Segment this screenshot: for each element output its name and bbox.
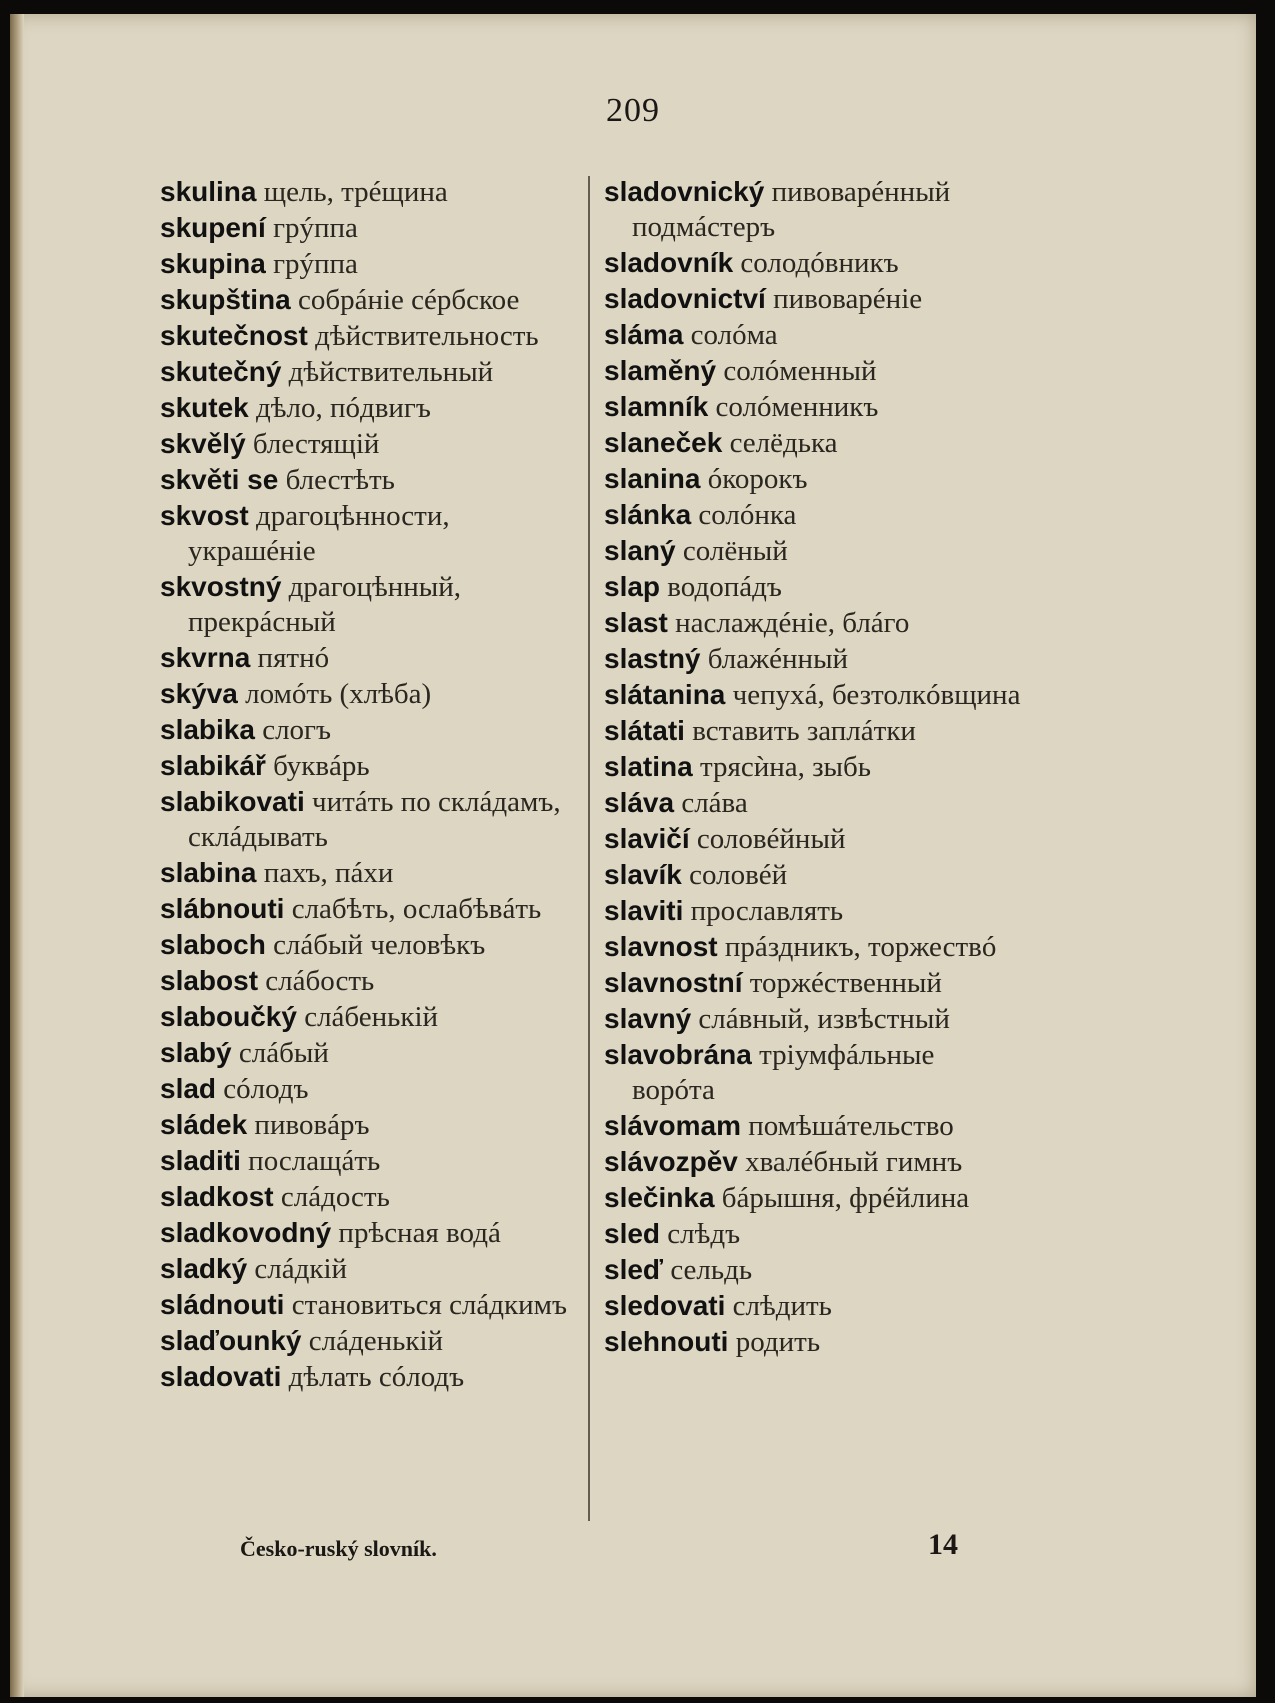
entry-headword: slaný [604, 535, 676, 566]
entry-translation: солодóвникъ [740, 247, 899, 279]
entry-headword: slaviti [604, 895, 684, 926]
dictionary-entry [160, 640, 580, 676]
entry-translation: драгоцѣнный, прекрáсный [188, 571, 462, 638]
entry-headword: slátati [604, 715, 685, 746]
entry-headword: slečinka [604, 1182, 715, 1213]
entry-headword: slast [604, 607, 668, 638]
entry-translation: прѣсная водá [338, 1217, 501, 1249]
dictionary-entry [160, 855, 580, 891]
entry-headword: skulina [160, 176, 257, 207]
entry-translation: блестѣть [285, 464, 395, 496]
entry-translation: соловéйный [696, 823, 846, 855]
dictionary-entry [160, 390, 580, 426]
entry-translation: блажéнный [707, 643, 849, 675]
entry-headword: sláva [604, 787, 675, 818]
dictionary-entry [160, 712, 580, 748]
entry-headword: sládnouti [160, 1289, 285, 1320]
entry-headword: sleď [604, 1254, 664, 1285]
dictionary-entry [160, 462, 580, 498]
entry-headword: slabina [160, 857, 257, 888]
dictionary-entry [160, 498, 580, 569]
dictionary-entry [604, 1108, 1024, 1144]
entry-translation: водопáдъ [667, 571, 782, 603]
entry-translation: торжéственный [749, 967, 942, 999]
dictionary-entry [604, 1180, 1024, 1216]
dictionary-entry [160, 569, 580, 640]
dictionary-entry [604, 641, 1024, 677]
entry-headword: skvrna [160, 642, 251, 673]
entry-translation: грýппа [273, 248, 358, 280]
entry-translation: слабѣть, ослабѣвáть [291, 893, 542, 925]
entry-headword: slábnouti [160, 893, 285, 924]
entry-headword: skupení [160, 212, 266, 243]
entry-headword: sladovník [604, 247, 734, 278]
dictionary-entry [160, 1143, 580, 1179]
entry-translation: слѣдъ [667, 1218, 741, 1250]
entry-translation: родить [735, 1326, 821, 1358]
entry-translation: буквáрь [273, 750, 370, 782]
dictionary-entry [160, 676, 580, 712]
entry-headword: slabost [160, 965, 259, 996]
entry-headword: slaboučký [160, 1001, 297, 1032]
entry-translation: грýппа [273, 212, 358, 244]
entry-translation: дѣло, пóдвигъ [255, 392, 431, 424]
entry-headword: sladovati [160, 1361, 282, 1392]
entry-translation: селёдька [729, 427, 838, 459]
signature-mark: 14 [928, 1528, 958, 1561]
entry-headword: sláma [604, 319, 684, 350]
entry-translation: слáдость [280, 1181, 390, 1213]
entry-headword: slátanina [604, 679, 726, 710]
dictionary-entry [160, 174, 580, 210]
entry-translation: вставить заплáтки [692, 715, 916, 747]
entry-headword: sladkost [160, 1181, 274, 1212]
entry-headword: slastný [604, 643, 701, 674]
entry-translation: дѣйствительный [288, 356, 494, 388]
entry-headword: slabikář [160, 750, 266, 781]
column-divider [588, 176, 590, 1521]
dictionary-entry [160, 927, 580, 963]
dictionary-entry [160, 784, 580, 855]
dictionary-page [10, 14, 1256, 1697]
entry-headword: skupština [160, 284, 291, 315]
entry-translation: блестящій [252, 428, 380, 460]
entry-headword: slánka [604, 499, 692, 530]
entry-translation: трясѝна, зыбь [699, 751, 872, 783]
entry-headword: slavnostní [604, 967, 743, 998]
entry-translation: драгоцѣнности, украшéніе [188, 500, 450, 567]
dictionary-entry [604, 929, 1024, 965]
dictionary-entry [604, 785, 1024, 821]
entry-translation: щель, трéщина [263, 176, 448, 208]
entry-headword: slatina [604, 751, 693, 782]
entry-translation: ломóть (хлѣба) [245, 678, 432, 710]
dictionary-entry [604, 893, 1024, 929]
entry-headword: skvostný [160, 571, 282, 602]
dictionary-entry [604, 821, 1024, 857]
entry-headword: sladkovodný [160, 1217, 332, 1248]
entry-translation: слáбый человѣкъ [273, 929, 486, 961]
entry-translation: прославлять [690, 895, 844, 927]
entry-translation: тріумфáльные ворóта [632, 1039, 935, 1106]
entry-translation: собрáніе сéрбское [297, 284, 520, 316]
footer-title: Česko-ruský slovník. [240, 1536, 437, 1561]
entry-headword: slavnost [604, 931, 718, 962]
page-spine-shadow [10, 14, 24, 1697]
entry-headword: skupina [160, 248, 266, 279]
entry-headword: skvěti se [160, 464, 279, 495]
entry-translation: помѣшáтельство [748, 1110, 954, 1142]
entry-headword: skvělý [160, 428, 246, 459]
entry-translation: чепухá, безтолкóвщина [732, 679, 1021, 711]
entry-headword: sládek [160, 1109, 248, 1140]
entry-headword: sladovnictví [604, 283, 766, 314]
entry-headword: slaboch [160, 929, 266, 960]
entry-headword: slaměný [604, 355, 717, 386]
dictionary-entry [604, 1252, 1024, 1288]
dictionary-entry [160, 1071, 580, 1107]
entry-headword: skutečný [160, 356, 282, 387]
entry-headword: sladký [160, 1253, 248, 1284]
entry-translation: прáздникъ, торжествó [724, 931, 997, 963]
entry-translation: солóменникъ [715, 391, 879, 423]
entry-headword: slad [160, 1073, 217, 1104]
dictionary-entry [160, 1035, 580, 1071]
entry-translation: солёный [682, 535, 788, 567]
entry-headword: sled [604, 1218, 661, 1249]
dictionary-entry [604, 461, 1024, 497]
entry-translation: сельдь [670, 1254, 753, 1286]
dictionary-entry [604, 425, 1024, 461]
entry-headword: skvost [160, 500, 249, 531]
dictionary-entry [160, 1215, 580, 1251]
entry-translation: слáдкій [254, 1253, 348, 1285]
entry-translation: слáбенькій [304, 1001, 439, 1033]
dictionary-entry [604, 1001, 1024, 1037]
dictionary-entry [604, 1216, 1024, 1252]
entry-translation: послащáть [248, 1145, 381, 1177]
dictionary-entry [604, 353, 1024, 389]
entry-translation: слáва [681, 787, 748, 819]
dictionary-entry [160, 210, 580, 246]
dictionary-entry [604, 965, 1024, 1001]
entry-translation: хвалéбный гимнъ [745, 1146, 963, 1178]
dictionary-entry [604, 677, 1024, 713]
entry-headword: skutek [160, 392, 249, 423]
entry-translation: читáть по склáдамъ, склáдывать [188, 786, 561, 853]
entry-headword: slavičí [604, 823, 690, 854]
dictionary-entry [604, 1037, 1024, 1108]
entry-translation: óкорокъ [707, 463, 808, 495]
dictionary-entry [160, 1287, 580, 1323]
right-column [604, 174, 1024, 1360]
entry-translation: пахъ, пáхи [263, 857, 394, 889]
entry-headword: slabý [160, 1037, 232, 1068]
dictionary-entry [160, 318, 580, 354]
entry-translation: пивовáръ [254, 1109, 370, 1141]
entry-headword: slap [604, 571, 661, 602]
entry-translation: дѣлать сóлодъ [288, 1361, 465, 1393]
entry-translation: сóлодъ [223, 1073, 309, 1105]
dictionary-entry [604, 1288, 1024, 1324]
page-number: 209 [606, 92, 660, 129]
dictionary-entry [604, 749, 1024, 785]
entry-headword: sledovati [604, 1290, 726, 1321]
entry-translation: слáвный, извѣстный [698, 1003, 950, 1035]
dictionary-entry [604, 497, 1024, 533]
entry-headword: skýva [160, 678, 238, 709]
entry-translation: слѣдить [732, 1290, 832, 1322]
entry-headword: slaneček [604, 427, 723, 458]
entry-headword: slabikovati [160, 786, 305, 817]
entry-headword: slehnouti [604, 1326, 729, 1357]
dictionary-entry [160, 1359, 580, 1395]
entry-translation: становиться слáдкимъ [291, 1289, 567, 1321]
entry-translation: бáрышня, фрéйлина [721, 1182, 970, 1214]
dictionary-entry [604, 569, 1024, 605]
dictionary-entry [604, 1324, 1024, 1360]
entry-translation: слогъ [262, 714, 331, 746]
dictionary-entry [604, 174, 1024, 245]
dictionary-entry [604, 533, 1024, 569]
entry-headword: slamník [604, 391, 709, 422]
entry-headword: slabika [160, 714, 255, 745]
entry-translation: пивоварéніе [773, 283, 923, 315]
entry-translation: пивоварéнный подмáстеръ [632, 176, 951, 243]
dictionary-entry [160, 282, 580, 318]
entry-translation: солóменный [723, 355, 877, 387]
entry-headword: slávomam [604, 1110, 741, 1141]
entry-translation: пятнó [257, 642, 330, 674]
dictionary-entry [604, 389, 1024, 425]
dictionary-entry [160, 1107, 580, 1143]
entry-headword: slavobrána [604, 1039, 752, 1070]
entry-translation: слáденькій [308, 1325, 444, 1357]
dictionary-entry [160, 891, 580, 927]
entry-headword: slavík [604, 859, 682, 890]
entry-headword: skutečnost [160, 320, 308, 351]
dictionary-entry [604, 605, 1024, 641]
entry-translation: наслаждéніе, блáго [675, 607, 910, 639]
dictionary-entry [160, 748, 580, 784]
dictionary-entry [160, 426, 580, 462]
entry-headword: slaďounký [160, 1325, 302, 1356]
entry-translation: соловéй [689, 859, 788, 891]
dictionary-entry [160, 354, 580, 390]
entry-translation: слáбость [265, 965, 375, 997]
dictionary-entry [160, 1251, 580, 1287]
entry-translation: дѣйствительность [315, 320, 539, 352]
dictionary-entry [160, 246, 580, 282]
entry-headword: sladiti [160, 1145, 241, 1176]
dictionary-entry [604, 1144, 1024, 1180]
dictionary-entry [160, 1179, 580, 1215]
entry-translation: солóнка [698, 499, 797, 531]
dictionary-entry [160, 963, 580, 999]
entry-headword: sladovnický [604, 176, 765, 207]
dictionary-entry [160, 999, 580, 1035]
entry-translation: слáбый [238, 1037, 329, 1069]
dictionary-entry [160, 1323, 580, 1359]
entry-headword: slavný [604, 1003, 692, 1034]
left-column [160, 174, 580, 1395]
entry-headword: slanina [604, 463, 701, 494]
dictionary-entry [604, 857, 1024, 893]
dictionary-entry [604, 713, 1024, 749]
dictionary-entry [604, 281, 1024, 317]
dictionary-entry [604, 317, 1024, 353]
entry-translation: солóма [690, 319, 778, 351]
entry-headword: slávozpěv [604, 1146, 738, 1177]
dictionary-entry [604, 245, 1024, 281]
